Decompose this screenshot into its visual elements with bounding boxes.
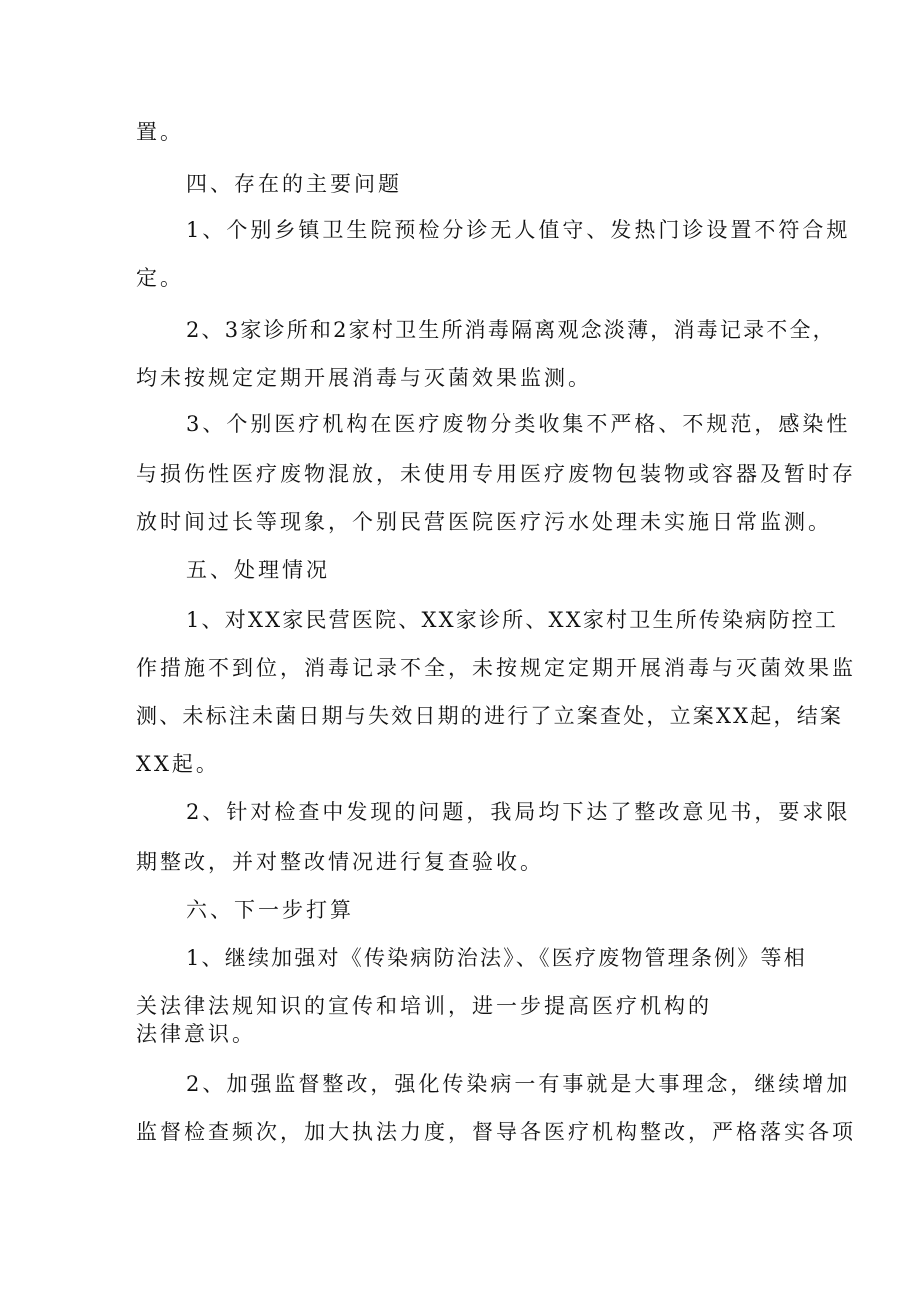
text-line: 2、3家诊所和2家村卫生所消毒隔离观念淡薄，消毒记录不全， <box>186 318 836 342</box>
text-line: 2、针对检查中发现的问题，我局均下达了整改意见书，要求限 <box>186 800 851 824</box>
section-heading: 五、处理情况 <box>186 558 330 582</box>
text-line: 放时间过长等现象，个别民营医院医疗污水处理未实施日常监测。 <box>136 510 832 534</box>
text-line: 期整改，并对整改情况进行复查验收。 <box>136 850 544 874</box>
text-line: 作措施不到位，消毒记录不全，未按规定定期开展消毒与灭菌效果监 <box>136 656 856 680</box>
text-line: 法律意识。 <box>136 1022 256 1046</box>
section-heading: 六、下一步打算 <box>186 898 354 922</box>
text-line: 1、个别乡镇卫生院预检分诊无人值守、发热门诊设置不符合规 <box>186 218 851 242</box>
text-line: 置。 <box>136 120 184 144</box>
section-heading: 四、存在的主要问题 <box>186 172 402 196</box>
text-line: 定。 <box>136 266 184 290</box>
text-line: 与损伤性医疗废物混放，未使用专用医疗废物包装物或容器及暂时存 <box>136 462 856 486</box>
text-line: 1、继续加强对《传染病防治法》、《医疗废物管理条例》等相 <box>186 946 807 970</box>
text-line: 关法律法规知识的宣传和培训，进一步提高医疗机构的 <box>136 994 712 1018</box>
text-line: 均未按规定定期开展消毒与灭菌效果监测。 <box>136 366 592 390</box>
text-line: 测、未标注未菌日期与失效日期的进行了立案查处，立案XX起，结案 <box>136 704 844 728</box>
text-line: 3、个别医疗机构在医疗废物分类收集不严格、不规范，感染性 <box>186 412 851 436</box>
text-line: 1、对XX家民营医院、XX家诊所、XX家村卫生所传染病防控工 <box>186 608 839 632</box>
text-line: XX起。 <box>136 752 220 776</box>
text-line: 监督检查频次，加大执法力度，督导各医疗机构整改，严格落实各项 <box>136 1120 856 1144</box>
text-line: 2、加强监督整改，强化传染病一有事就是大事理念，继续增加 <box>186 1072 851 1096</box>
